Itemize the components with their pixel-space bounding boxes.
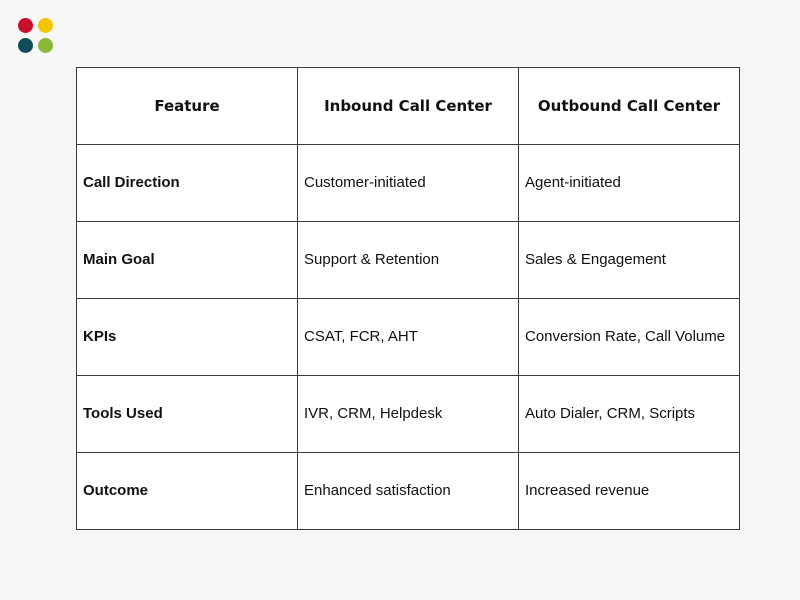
- header-outbound: Outbound Call Center: [519, 68, 740, 145]
- inbound-cell: Enhanced satisfaction: [298, 453, 519, 530]
- outbound-cell: Auto Dialer, CRM, Scripts: [519, 376, 740, 453]
- outbound-cell: Conversion Rate, Call Volume: [519, 299, 740, 376]
- logo-dot-green-leaf-icon: [38, 38, 53, 53]
- table-row: [77, 145, 740, 222]
- inbound-cell: Customer-initiated: [298, 145, 519, 222]
- inbound-cell: CSAT, FCR, AHT: [298, 299, 519, 376]
- row-label: Tools Used: [77, 376, 298, 453]
- row-label: Main Goal: [77, 222, 298, 299]
- outbound-cell: Increased revenue: [519, 453, 740, 530]
- header-feature: Feature: [77, 68, 298, 145]
- inbound-cell: IVR, CRM, Helpdesk: [298, 376, 519, 453]
- row-label: Outcome: [77, 453, 298, 530]
- logo-dot-yellow: [38, 18, 53, 33]
- outbound-cell: Sales & Engagement: [519, 222, 740, 299]
- table-row: [77, 222, 740, 299]
- comparison-table: [76, 67, 740, 530]
- brand-logo: [18, 18, 56, 56]
- logo-dot-red: [18, 18, 33, 33]
- table-header-row: [77, 68, 740, 145]
- table-row: [77, 376, 740, 453]
- outbound-cell: Agent-initiated: [519, 145, 740, 222]
- table-row: [77, 299, 740, 376]
- row-label: Call Direction: [77, 145, 298, 222]
- header-inbound: Inbound Call Center: [298, 68, 519, 145]
- table-row: [77, 453, 740, 530]
- logo-dot-teal: [18, 38, 33, 53]
- row-label: KPIs: [77, 299, 298, 376]
- inbound-cell: Support & Retention: [298, 222, 519, 299]
